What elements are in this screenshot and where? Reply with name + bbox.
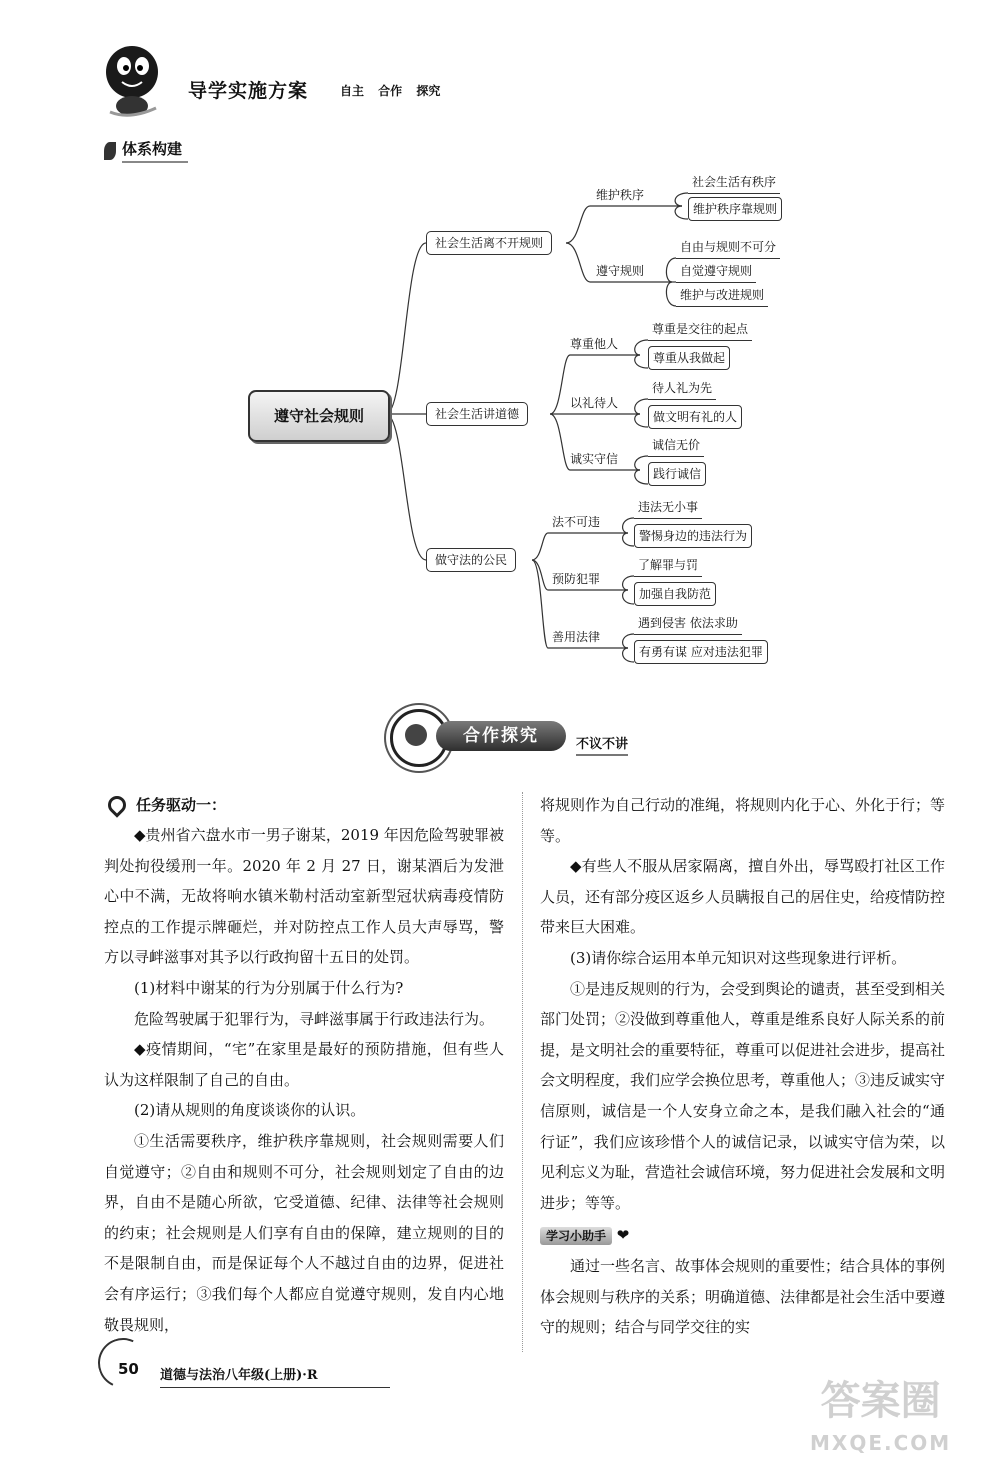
banner-title: 合作探究 — [436, 721, 566, 751]
paragraph: ◆有些人不服从居家隔离，擅自外出，辱骂殴打社区工作人员，还有部分疫区返乡人员瞒报自己的居住史，给疫情防控带来巨大困难。 — [540, 857, 946, 937]
leaf-item: 践行诚信 — [648, 462, 706, 486]
leaf-item: 警惕身边的违法行为 — [634, 524, 752, 548]
group-label: 预防犯罪 — [552, 572, 601, 586]
group-label: 诚实守信 — [570, 452, 619, 466]
question: (3)请你综合运用本单元知识对这些现象进行评析。 — [570, 948, 907, 967]
left-column — [104, 790, 504, 1340]
group-label: 善用法律 — [552, 630, 601, 644]
leaf-icon — [104, 142, 116, 160]
page-number: 50 — [118, 1360, 139, 1378]
banner-tag: 不议不讲 — [576, 733, 628, 756]
leaf-item: 尊重是交往的起点 — [648, 318, 752, 341]
watermark-text: 答案圈 — [820, 1378, 941, 1424]
answer: ①是违反规则的行为，会受到舆论的谴责，甚至受到相关部门处罚；②没做到尊重他人，尊重是维系良好人际关系的前提，是文明社会的重要特征，尊重可以促进社会进步，提高社会文明程度，我们应学会换位思考，尊重他人；③违反诚实守信原则，诚信是一个人安身立命之本，是我们融入社会的“通行证”，我们应该珍惜个人的诚信记录，以诚实守信为荣，以见利忘义为耻，营造社会诚信环境，努力促进社会发展和文明进步；等等。 — [540, 979, 946, 1212]
group-label: 以礼待人 — [570, 396, 619, 410]
group-label: 维护秩序 — [596, 188, 645, 202]
group-label: 法不可违 — [552, 515, 601, 529]
heart-icon: ❤ — [616, 1226, 630, 1245]
branch-law: 做守法的公民 — [426, 548, 516, 572]
group-label: 尊重他人 — [570, 337, 619, 351]
location-pin-icon — [104, 792, 129, 817]
answer: ①生活需要秩序，维护秩序靠规则，社会规则需要人们自觉遵守；②自由和规则不可分，社会规则划定了自由的边界，自由不是随心所欲，它受道德、纪律、法律等社会规则的约束；社会规则是人们享有自由的保障，建立规则的目的不是限制自由，而是保证每个人不越过自由的边界，促进社会有序运行；③我们每个人都应自觉遵守规则，发自内心地敬畏规则， — [104, 1131, 504, 1334]
leaf-item: 遇到侵害 依法求助 — [634, 612, 742, 635]
watermark-url: MXQE.COM — [810, 1431, 952, 1455]
task-heading-text: 任务驱动一： — [136, 795, 227, 814]
leaf-item: 有勇有谋 应对违法犯罪 — [634, 640, 768, 664]
leaf-item: 维护与改进规则 — [676, 284, 768, 307]
group-label: 遵守规则 — [596, 264, 645, 278]
watermark — [810, 1380, 951, 1464]
leaf-item: 尊重从我做起 — [648, 346, 730, 370]
leaf-item: 加强自我防范 — [634, 582, 716, 606]
mascot-icon — [100, 42, 170, 120]
section-tag — [104, 138, 188, 163]
question: (1)材料中谢某的行为分别属于什么行为? — [134, 978, 404, 997]
leaf-item: 做文明有礼的人 — [648, 405, 742, 429]
paragraph: ◆疫情期间，“宅”在家里是最好的预防措施，但有些人认为这样限制了自己的自由。 — [104, 1040, 504, 1089]
leaf-item: 维护秩序靠规则 — [688, 197, 782, 221]
section-title: 体系构建 — [122, 138, 188, 163]
column-divider — [522, 792, 523, 1352]
branch-rules: 社会生活离不开规则 — [426, 231, 552, 255]
leaf-item: 自由与规则不可分 — [676, 236, 780, 259]
section-banner — [380, 705, 670, 765]
leaf-item: 了解罪与罚 — [634, 554, 702, 577]
right-column — [540, 790, 945, 1343]
leaf-item: 诚信无价 — [648, 434, 704, 457]
leaf-item: 违法无小事 — [634, 496, 702, 519]
leaf-item: 待人礼为先 — [648, 377, 716, 400]
mindmap-root: 遵守社会规则 — [248, 390, 390, 442]
header-subtitle: 自主 合作 探究 — [340, 84, 441, 98]
leaf-item: 自觉遵守规则 — [676, 260, 756, 283]
question: (2)请从规则的角度谈谈你的认识。 — [134, 1101, 366, 1120]
task-heading — [104, 790, 504, 820]
paragraph: ◆贵州省六盘水市一男子谢某，2019 年因危险驾驶罪被判处拘役缓刑一年。2020 年 2 月 27 日，谢某酒后为发泄心中不满，无故将响水镇米勒村活动室新型冠状病毒疫情防控点的工作提示牌砸烂，并对防控点工作人员大声辱骂，警方以寻衅滋事对其予以行政拘留十五日的处罚。 — [104, 826, 504, 967]
branch-morality: 社会生活讲道德 — [426, 402, 528, 426]
helper-label: 学习小助手 — [540, 1227, 612, 1245]
answer: 危险驾驶属于犯罪行为，寻衅滋事属于行政违法行为。 — [134, 1009, 495, 1028]
helper-text: 通过一些名言、故事体会规则的重要性；结合具体的事例体会规则与秩序的关系；明确道德、法律都是社会生活中要遵守的规则；结合与同学交往的实 — [540, 1256, 946, 1337]
answer-continued: 将规则作为自己行动的准绳，将规则内化于心、外化于行；等等。 — [540, 796, 946, 845]
header-title: 导学实施方案 — [188, 80, 309, 102]
book-title: 道德与法治八年级(上册)·R — [160, 1364, 390, 1388]
leaf-item: 社会生活有秩序 — [688, 171, 780, 194]
